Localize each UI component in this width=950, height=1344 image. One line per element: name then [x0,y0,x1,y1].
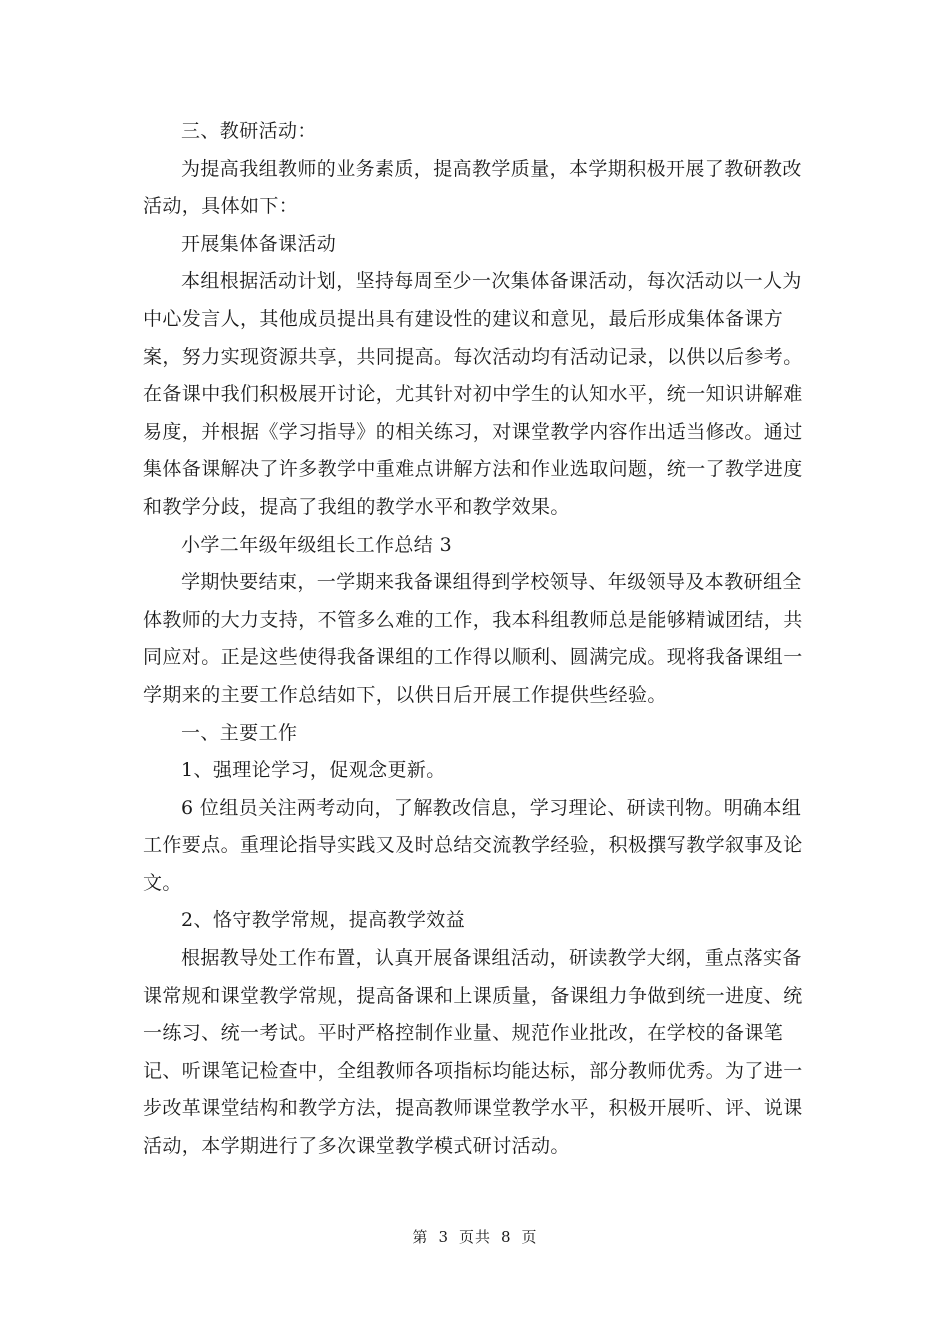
footer-total-pages: 8 [501,1228,512,1246]
text-line: 在备课中我们积极展开讨论，尤其针对初中学生的认知水平，统一知识讲解难 [143,383,803,406]
document-body [143,113,803,1166]
text-line: 一、主要工作 [181,721,298,744]
text-line: 本组根据活动计划，坚持每周至少一次集体备课活动，每次活动以一人为 [181,270,802,293]
paragraph-heading-collective-prep [143,226,803,264]
footer-prefix: 第 [412,1228,429,1246]
text-line: 活动，本学期进行了多次课堂教学模式研讨活动。 [143,1135,570,1158]
paragraph-collective-prep-body [143,263,803,526]
text-line: 记、听课笔记检查中，全组教师各项指标均能达标，部分教师优秀。为了进一 [143,1059,803,1082]
text-line: 步改革课堂结构和教学方法，提高教师课堂教学水平，积极开展听、评、说课 [143,1097,803,1120]
paragraph-research-intro [143,151,803,226]
text-line: 学期来的主要工作总结如下，以供日后开展工作提供些经验。 [143,683,667,706]
text-line: 三、教研活动： [181,120,317,142]
paragraph-heading-research [143,113,803,151]
text-line: 集体备课解决了许多教学中重难点讲解方法和作业选取问题，统一了教学进度 [143,458,803,481]
text-line: 为提高我组教师的业务素质，提高教学质量，本学期积极开展了教研教改 [181,157,802,180]
paragraph-heading-routine [143,902,803,940]
footer-suffix: 页 [521,1228,538,1246]
text-line: 学期快要结束，一学期来我备课组得到学校领导、年级领导及本教研组全 [181,571,802,594]
paragraph-heading-theory [143,752,803,790]
text-line: 中心发言人，其他成员提出具有建设性的建议和意见，最后形成集体备课方 [143,307,784,330]
text-line: 同应对。正是这些使得我备课组的工作得以顺利、圆满完成。现将我备课组一 [143,646,803,669]
text-line: 1、强理论学习，促观念更新。 [181,759,446,782]
section-title [143,527,803,565]
text-line: 一练习、统一考试。平时严格控制作业量、规范作业批改，在学校的备课笔 [143,1022,784,1045]
text-line: 文。 [143,871,182,894]
footer-current-page: 3 [438,1228,449,1246]
footer-middle: 页共 [458,1228,491,1246]
page-footer [0,1225,950,1249]
text-line: 根据教导处工作布置，认真开展备课组活动，研读教学大纲，重点落实备 [181,947,802,970]
text-line: 6 位组员关注两考动向，了解教改信息，学习理论、研读刊物。明确本组 [181,796,802,819]
paragraph-heading-main-work [143,715,803,753]
text-line: 易度，并根据《学习指导》的相关练习，对课堂教学内容作出适当修改。通过 [143,420,803,443]
text-line: 活动，具体如下： [143,195,299,218]
text-line: 工作要点。重理论指导实践又及时总结交流教学经验，积极撰写教学叙事及论 [143,834,803,857]
paragraph-routine-body [143,940,803,1166]
paragraph-summary-intro [143,564,803,714]
text-line: 案，努力实现资源共享，共同提高。每次活动均有活动记录，以供以后参考。 [143,345,803,368]
paragraph-theory-body [143,790,803,903]
text-line: 2、恪守教学常规，提高教学效益 [181,909,466,932]
text-line: 体教师的大力支持，不管多么难的工作，我本科组教师总是能够精诚团结，共 [143,608,803,631]
text-line: 课常规和课堂教学常规，提高备课和上课质量，备课组力争做到统一进度、统 [143,984,803,1007]
text-line: 和教学分歧，提高了我组的教学水平和教学效果。 [143,495,570,518]
text-line: 小学二年级年级组长工作总结 3 [181,533,453,556]
text-line: 开展集体备课活动 [181,232,337,255]
